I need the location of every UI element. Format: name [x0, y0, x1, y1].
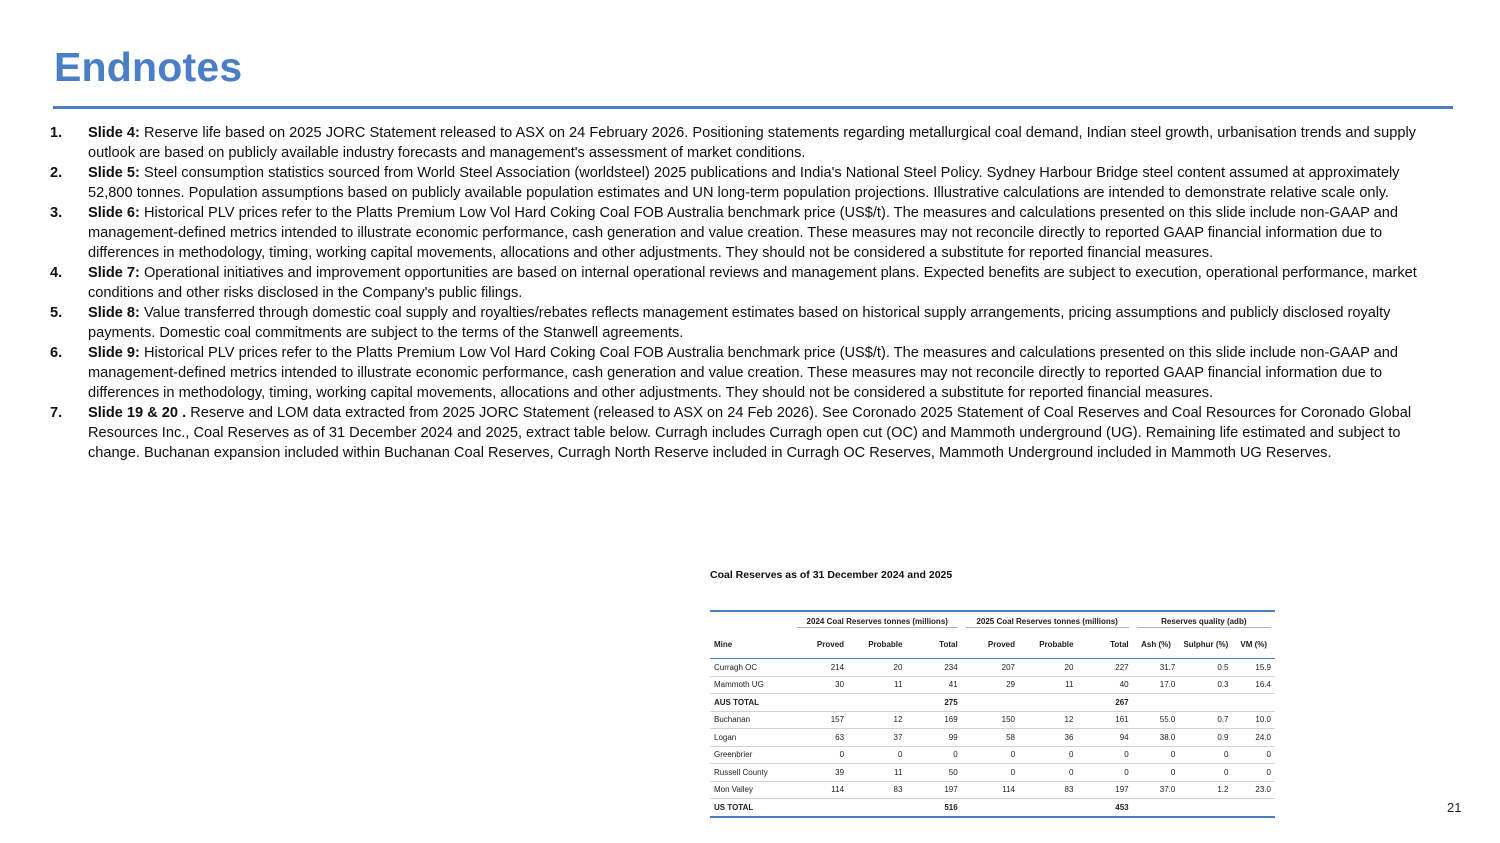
- endnote-item: [50, 163, 1442, 203]
- table-cell: 0: [1179, 764, 1232, 782]
- table-cell: 150: [962, 711, 1019, 729]
- endnote-text: Historical PLV prices refer to the Platts Premium Low Vol Hard Coking Coal FOB Australia benchmark price (US$/t). The measures and calculations presented on this slide include non-GAAP and management-defined metrics intended to illustrate economic performance, cash generation and value creation. These measures may not reconcile directly to reported GAAP financial information due to differences in methodology, timing, working capital movements, allocations and other adjustments. They should not be considered a substitute for reported financial measures.: [88, 345, 1398, 401]
- table-cell: 50: [906, 764, 961, 782]
- endnote-text: Value transferred through domestic coal supply and royalties/rebates reflects management estimates based on historical supply arrangements, pricing assumptions and publicly disclosed royalty payments. Domestic coal commitments are subject to the terms of the Stanwell agreements.: [88, 305, 1391, 341]
- table-cell: 0: [1019, 746, 1077, 764]
- table-cell: 12: [848, 711, 906, 729]
- col-header-proved-2025: Proved: [962, 632, 1019, 659]
- table-row: [710, 781, 1275, 799]
- mine-name-cell: Greenbrier: [710, 746, 793, 764]
- table-cell: 0: [1077, 746, 1132, 764]
- table-cell: 114: [962, 781, 1019, 799]
- mine-name-cell: Russell County: [710, 764, 793, 782]
- group-header-blank: [710, 611, 793, 632]
- table-cell: [1232, 694, 1275, 712]
- table-cell: [1133, 694, 1180, 712]
- col-header-ash: Ash (%): [1133, 632, 1180, 659]
- table-cell: 38.0: [1133, 729, 1180, 747]
- col-header-proved-2024: Proved: [793, 632, 848, 659]
- table-group-header-row: [710, 611, 1275, 632]
- table-cell: 453: [1077, 799, 1132, 817]
- coal-reserves-table: [710, 610, 1275, 818]
- table-cell: 12: [1019, 711, 1077, 729]
- table-cell: 24.0: [1232, 729, 1275, 747]
- endnote-item: [50, 263, 1442, 303]
- table-cell: 207: [962, 659, 1019, 677]
- mine-name-cell: Mammoth UG: [710, 676, 793, 694]
- endnote-body: [88, 123, 1442, 163]
- table-cell: 58: [962, 729, 1019, 747]
- table-cell: 10.0: [1232, 711, 1275, 729]
- endnote-body: [88, 343, 1442, 403]
- endnote-number: 1.: [50, 125, 63, 141]
- endnote-number: 3.: [50, 205, 63, 221]
- endnote-text: Operational initiatives and improvement opportunities are based on internal operational reviews and management plans. Expected benefits are subject to execution, operational performance, market conditions and other risks disclosed in the Company's public filings.: [88, 265, 1417, 301]
- table-cell: 40: [1077, 676, 1132, 694]
- endnote-text: Reserve and LOM data extracted from 2025 JORC Statement (released to ASX on 24 Feb 2026). See Coronado 2025 Statement of Coal Reserves and Coal Resources for Coronado Global Resources Inc., Coal Reserves as of 31 December 2024 and 2025, extract table below. Curragh includes Curragh open cut (OC) and Mammoth underground (UG). Remaining life estimated and subject to change. Buchanan expansion included within Buchanan Coal Reserves, Curragh North Reserve included in Curragh OC Reserves, Mammoth Underground included in Mammoth UG Reserves.: [88, 405, 1412, 461]
- table-cell: 23.0: [1232, 781, 1275, 799]
- mine-name-cell: AUS TOTAL: [710, 694, 793, 712]
- endnote-body: [88, 263, 1442, 303]
- table-cell: 30: [793, 676, 848, 694]
- table-cell: 0.7: [1179, 711, 1232, 729]
- table-cell: [1019, 694, 1077, 712]
- mine-name-cell: Curragh OC: [710, 659, 793, 677]
- table-cell: 63: [793, 729, 848, 747]
- table-cell: 0: [1077, 764, 1132, 782]
- table-cell: 0: [1232, 764, 1275, 782]
- group-header-2024: 2024 Coal Reserves tonnes (millions): [793, 611, 962, 632]
- col-header-probable-2025: Probable: [1019, 632, 1077, 659]
- table-row: [710, 729, 1275, 747]
- table-cell: 11: [1019, 676, 1077, 694]
- endnote-slide-label: Slide 7:: [88, 265, 140, 281]
- table-cell: 0: [962, 746, 1019, 764]
- col-header-total-2025: Total: [1077, 632, 1132, 659]
- col-header-sulphur: Sulphur (%): [1179, 632, 1232, 659]
- table-cell: 516: [906, 799, 961, 817]
- table-cell: [962, 694, 1019, 712]
- table-cell: [1232, 799, 1275, 817]
- table-cell: 234: [906, 659, 961, 677]
- table-cell: 36: [1019, 729, 1077, 747]
- endnote-number: 4.: [50, 265, 63, 281]
- table-cell: 16.4: [1232, 676, 1275, 694]
- table-cell: 15.9: [1232, 659, 1275, 677]
- table-cell: 55.0: [1133, 711, 1180, 729]
- table-cell: 20: [1019, 659, 1077, 677]
- table-row: [710, 746, 1275, 764]
- table-cell: [962, 799, 1019, 817]
- endnote-body: [88, 403, 1442, 463]
- table-cell: 1.2: [1179, 781, 1232, 799]
- mine-name-cell: US TOTAL: [710, 799, 793, 817]
- table-cell: 0: [848, 746, 906, 764]
- table-cell: [1179, 694, 1232, 712]
- table-cell: 197: [906, 781, 961, 799]
- endnote-slide-label: Slide 4:: [88, 125, 140, 141]
- endnote-item: [50, 303, 1442, 343]
- endnote-number: 5.: [50, 305, 63, 321]
- endnote-slide-label: Slide 5:: [88, 165, 140, 181]
- table-cell: 37.0: [1133, 781, 1180, 799]
- table-cell: [1019, 799, 1077, 817]
- col-header-probable-2024: Probable: [848, 632, 906, 659]
- endnote-slide-label: Slide 9:: [88, 345, 140, 361]
- table-total-row: [710, 799, 1275, 817]
- endnote-body: [88, 163, 1442, 203]
- table-cell: 94: [1077, 729, 1132, 747]
- endnote-slide-label: Slide 8:: [88, 305, 140, 321]
- mine-name-cell: Mon Valley: [710, 781, 793, 799]
- endnote-text: Historical PLV prices refer to the Platts Premium Low Vol Hard Coking Coal FOB Australia benchmark price (US$/t). The measures and calculations presented on this slide include non-GAAP and management-defined metrics intended to illustrate economic performance, cash generation and value creation. These measures may not reconcile directly to reported GAAP financial information due to differences in methodology, timing, working capital movements, allocations and other adjustments. They should not be considered a substitute for reported financial measures.: [88, 205, 1398, 261]
- endnote-body: [88, 303, 1442, 343]
- table-cell: 0.3: [1179, 676, 1232, 694]
- table-cell: 0: [906, 746, 961, 764]
- table-cell: 17.0: [1133, 676, 1180, 694]
- table-cell: 0: [1133, 764, 1180, 782]
- table-cell: 197: [1077, 781, 1132, 799]
- table-row: [710, 676, 1275, 694]
- table-cell: 39: [793, 764, 848, 782]
- table-title: Coal Reserves as of 31 December 2024 and 2025: [710, 569, 953, 581]
- table-cell: [1133, 799, 1180, 817]
- endnote-body: [88, 203, 1442, 263]
- table-cell: [848, 799, 906, 817]
- table-cell: 41: [906, 676, 961, 694]
- page-number: 21: [1447, 800, 1462, 815]
- endnote-item: [50, 343, 1442, 403]
- table-cell: 83: [848, 781, 906, 799]
- table-cell: 0: [962, 764, 1019, 782]
- endnote-number: 6.: [50, 345, 63, 361]
- table-cell: 227: [1077, 659, 1132, 677]
- table-cell: 11: [848, 676, 906, 694]
- table-row: [710, 711, 1275, 729]
- mine-name-cell: Logan: [710, 729, 793, 747]
- page-title: Endnotes: [54, 44, 243, 90]
- table-total-row: [710, 694, 1275, 712]
- endnote-slide-label: Slide 19 & 20 .: [88, 405, 187, 421]
- mine-name-cell: Buchanan: [710, 711, 793, 729]
- table-cell: 0.5: [1179, 659, 1232, 677]
- col-header-vm: VM (%): [1232, 632, 1275, 659]
- table-cell: [793, 799, 848, 817]
- table-cell: 83: [1019, 781, 1077, 799]
- table-column-header-row: [710, 632, 1275, 659]
- table-cell: 29: [962, 676, 1019, 694]
- col-header-mine: Mine: [710, 632, 793, 659]
- table-cell: [1179, 799, 1232, 817]
- table-cell: 99: [906, 729, 961, 747]
- table-cell: 37: [848, 729, 906, 747]
- table-cell: 161: [1077, 711, 1132, 729]
- table-cell: 275: [906, 694, 961, 712]
- table-cell: 0: [1179, 746, 1232, 764]
- table-body: [710, 659, 1275, 817]
- table-cell: 0: [793, 746, 848, 764]
- table-row: [710, 659, 1275, 677]
- table-cell: 157: [793, 711, 848, 729]
- endnotes-list: [50, 123, 1442, 463]
- col-header-total-2024: Total: [906, 632, 961, 659]
- table-cell: 0: [1232, 746, 1275, 764]
- endnote-number: 2.: [50, 165, 63, 181]
- endnote-item: [50, 403, 1442, 463]
- endnote-slide-label: Slide 6:: [88, 205, 140, 221]
- endnote-item: [50, 203, 1442, 263]
- table-row: [710, 764, 1275, 782]
- table-cell: 31.7: [1133, 659, 1180, 677]
- table-cell: 0: [1019, 764, 1077, 782]
- table-cell: 169: [906, 711, 961, 729]
- table-cell: 267: [1077, 694, 1132, 712]
- group-header-quality: Reserves quality (adb): [1133, 611, 1275, 632]
- title-divider: [53, 106, 1453, 109]
- table-cell: 114: [793, 781, 848, 799]
- table-cell: [848, 694, 906, 712]
- group-header-2025: 2025 Coal Reserves tonnes (millions): [962, 611, 1133, 632]
- table-cell: 0.9: [1179, 729, 1232, 747]
- table-cell: 0: [1133, 746, 1180, 764]
- endnote-item: [50, 123, 1442, 163]
- table-cell: [793, 694, 848, 712]
- endnote-text: Steel consumption statistics sourced from World Steel Association (worldsteel) 2025 publications and India's National Steel Policy. Sydney Harbour Bridge steel content assumed at approximately 52,800 tonnes. Population assumptions based on publicly available population estimates and UN long-term population projections. Illustrative calculations are intended to demonstrate relative scale only.: [88, 165, 1400, 201]
- table-cell: 214: [793, 659, 848, 677]
- table-cell: 11: [848, 764, 906, 782]
- table-cell: 20: [848, 659, 906, 677]
- endnote-number: 7.: [50, 405, 63, 421]
- endnote-text: Reserve life based on 2025 JORC Statement released to ASX on 24 February 2026. Positioning statements regarding metallurgical coal demand, Indian steel growth, urbanisation trends and supply outlook are based on publicly available industry forecasts and management's assessment of market conditions.: [88, 125, 1416, 161]
